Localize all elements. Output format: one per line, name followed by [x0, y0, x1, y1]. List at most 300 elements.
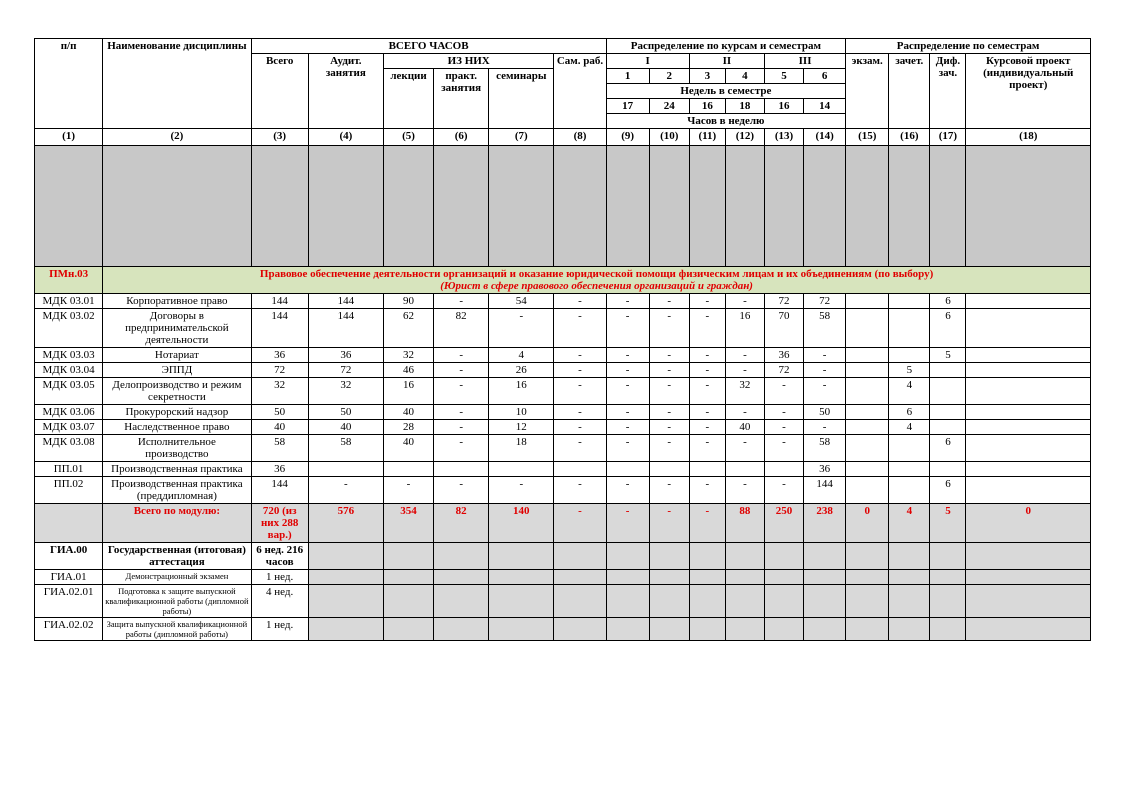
gia-empty-cell: [649, 618, 689, 641]
row-cell: 18: [489, 435, 554, 462]
column-number: (16): [889, 129, 930, 146]
row-name: Исполнительное производство: [103, 435, 251, 462]
blank-gray-row: [35, 146, 1091, 267]
row-cell: 58: [251, 435, 308, 462]
row-cell: 16: [725, 309, 764, 348]
table-row: [35, 477, 1091, 504]
row-cell: 58: [804, 435, 846, 462]
gia-code: ГИА.02.02: [35, 618, 103, 641]
total-cell: 0: [846, 504, 889, 543]
gia-empty-cell: [649, 585, 689, 618]
blank-cell: [930, 146, 966, 267]
row-cell: 144: [308, 309, 383, 348]
row-cell: 90: [383, 294, 433, 309]
row-cell: -: [804, 378, 846, 405]
weeks-1: 17: [606, 99, 649, 114]
row-cell: [966, 348, 1091, 363]
row-cell: -: [434, 363, 489, 378]
row-cell: -: [725, 435, 764, 462]
row-cell: -: [649, 405, 689, 420]
row-cell: [966, 363, 1091, 378]
header-iz-nih: ИЗ НИХ: [383, 54, 553, 69]
row-code: МДК 03.02: [35, 309, 103, 348]
row-cell: [489, 462, 554, 477]
table-row: [35, 462, 1091, 477]
row-cell: -: [689, 348, 725, 363]
gia-code: ГИА.01: [35, 570, 103, 585]
gia-empty-cell: [308, 585, 383, 618]
gia-empty-cell: [846, 570, 889, 585]
row-cell: [846, 420, 889, 435]
gia-empty-cell: [804, 618, 846, 641]
semester-6: 6: [804, 69, 846, 84]
total-cell: -: [649, 504, 689, 543]
row-cell: [889, 348, 930, 363]
module-row: [35, 267, 1091, 294]
row-cell: -: [554, 477, 606, 504]
gia-empty-cell: [889, 618, 930, 641]
row-cell: [689, 462, 725, 477]
gia-empty-cell: [383, 570, 433, 585]
row-cell: -: [606, 477, 649, 504]
row-cell: 36: [251, 348, 308, 363]
total-cell: -: [689, 504, 725, 543]
row-cell: [764, 462, 803, 477]
module-code: ПМн.03: [35, 267, 103, 294]
gia-code: ГИА.02.01: [35, 585, 103, 618]
gia-value: 4 нед.: [251, 585, 308, 618]
row-cell: [846, 405, 889, 420]
gia-empty-cell: [434, 585, 489, 618]
row-cell: 28: [383, 420, 433, 435]
row-cell: 40: [251, 420, 308, 435]
gia-name: Защита выпускной квалификационной работы (дипломной работы): [103, 618, 251, 641]
row-name: Договоры в предпринимательской деятельности: [103, 309, 251, 348]
total-cell: 354: [383, 504, 433, 543]
row-cell: 144: [251, 309, 308, 348]
row-cell: [966, 462, 1091, 477]
gia-empty-cell: [689, 543, 725, 570]
gia-empty-cell: [383, 543, 433, 570]
gia-empty-cell: [689, 618, 725, 641]
header-audit: Аудит. занятия: [308, 54, 383, 129]
gia-row: [35, 543, 1091, 570]
row-cell: [889, 294, 930, 309]
row-cell: -: [649, 435, 689, 462]
row-cell: 5: [889, 363, 930, 378]
row-cell: 144: [804, 477, 846, 504]
row-cell: [930, 378, 966, 405]
row-cell: [308, 462, 383, 477]
blank-cell: [434, 146, 489, 267]
row-cell: [966, 309, 1091, 348]
row-cell: -: [764, 420, 803, 435]
gia-empty-cell: [308, 570, 383, 585]
row-cell: [846, 462, 889, 477]
row-cell: -: [606, 378, 649, 405]
row-cell: -: [649, 420, 689, 435]
row-cell: -: [689, 294, 725, 309]
table-row: [35, 363, 1091, 378]
gia-value: 1 нед.: [251, 618, 308, 641]
gia-row: [35, 570, 1091, 585]
header-zachet: зачет.: [889, 54, 930, 129]
row-cell: 6: [930, 477, 966, 504]
gia-empty-cell: [764, 585, 803, 618]
gia-empty-cell: [804, 585, 846, 618]
table-row: [35, 309, 1091, 348]
row-cell: -: [383, 477, 433, 504]
blank-cell: [383, 146, 433, 267]
column-number: (17): [930, 129, 966, 146]
row-name: Прокурорский надзор: [103, 405, 251, 420]
total-row: [35, 504, 1091, 543]
row-cell: [930, 405, 966, 420]
gia-empty-cell: [846, 585, 889, 618]
gia-empty-cell: [930, 570, 966, 585]
row-cell: 6: [930, 435, 966, 462]
semester-5: 5: [764, 69, 803, 84]
row-cell: [649, 462, 689, 477]
row-cell: -: [649, 294, 689, 309]
row-cell: 4: [889, 420, 930, 435]
row-cell: 82: [434, 309, 489, 348]
column-number: (15): [846, 129, 889, 146]
row-cell: 72: [804, 294, 846, 309]
total-cell: 720 (из них 288 вар.): [251, 504, 308, 543]
gia-empty-cell: [308, 543, 383, 570]
row-cell: 26: [489, 363, 554, 378]
row-cell: 16: [383, 378, 433, 405]
module-title-cell: [103, 267, 1091, 294]
weeks-5: 16: [764, 99, 803, 114]
header-row-1: [35, 39, 1091, 54]
gia-empty-cell: [689, 585, 725, 618]
row-cell: -: [649, 363, 689, 378]
row-cell: [930, 363, 966, 378]
blank-cell: [606, 146, 649, 267]
gia-empty-cell: [889, 570, 930, 585]
row-cell: -: [554, 378, 606, 405]
row-name: Корпоративное право: [103, 294, 251, 309]
header-course-3: III: [764, 54, 845, 69]
total-cell: 250: [764, 504, 803, 543]
blank-cell: [554, 146, 606, 267]
row-cell: 58: [804, 309, 846, 348]
row-cell: -: [649, 378, 689, 405]
gia-name: Государственная (итоговая) аттестация: [103, 543, 251, 570]
row-cell: -: [689, 363, 725, 378]
row-cell: 4: [489, 348, 554, 363]
table-row: [35, 348, 1091, 363]
row-cell: 70: [764, 309, 803, 348]
row-cell: 50: [804, 405, 846, 420]
column-number: (9): [606, 129, 649, 146]
row-code: МДК 03.04: [35, 363, 103, 378]
gia-empty-cell: [489, 618, 554, 641]
blank-cell: [649, 146, 689, 267]
row-cell: [930, 462, 966, 477]
weeks-4: 18: [725, 99, 764, 114]
gia-empty-cell: [434, 543, 489, 570]
column-number: (6): [434, 129, 489, 146]
gia-empty-cell: [930, 543, 966, 570]
gia-empty-cell: [554, 585, 606, 618]
gia-row: [35, 585, 1091, 618]
gia-empty-cell: [554, 618, 606, 641]
row-cell: 36: [764, 348, 803, 363]
gia-empty-cell: [764, 618, 803, 641]
row-cell: 36: [308, 348, 383, 363]
gia-empty-cell: [966, 618, 1091, 641]
gia-empty-cell: [649, 543, 689, 570]
total-cell: -: [606, 504, 649, 543]
gia-empty-cell: [489, 543, 554, 570]
row-name: Наследственное право: [103, 420, 251, 435]
row-cell: 50: [308, 405, 383, 420]
row-cell: -: [764, 378, 803, 405]
row-cell: 6: [930, 309, 966, 348]
row-cell: [889, 435, 930, 462]
gia-empty-cell: [383, 585, 433, 618]
row-cell: [606, 462, 649, 477]
row-cell: -: [606, 348, 649, 363]
row-cell: -: [725, 405, 764, 420]
gia-value: 6 нед. 216 часов: [251, 543, 308, 570]
row-cell: 72: [308, 363, 383, 378]
row-cell: 12: [489, 420, 554, 435]
row-cell: 32: [251, 378, 308, 405]
header-distribution-semesters: Распределение по семестрам: [846, 39, 1091, 54]
gia-empty-cell: [930, 585, 966, 618]
blank-cell: [103, 146, 251, 267]
blank-cell: [846, 146, 889, 267]
gia-empty-cell: [966, 570, 1091, 585]
row-cell: [725, 462, 764, 477]
gia-empty-cell: [383, 618, 433, 641]
gia-empty-cell: [804, 570, 846, 585]
row-cell: -: [434, 435, 489, 462]
row-cell: [966, 435, 1091, 462]
column-number: (1): [35, 129, 103, 146]
table-row: [35, 420, 1091, 435]
row-cell: [846, 363, 889, 378]
row-cell: [846, 309, 889, 348]
row-cell: -: [489, 477, 554, 504]
gia-empty-cell: [649, 570, 689, 585]
row-cell: [966, 378, 1091, 405]
header-lectures: лекции: [383, 69, 433, 129]
weeks-3: 16: [689, 99, 725, 114]
row-code: ПП.01: [35, 462, 103, 477]
row-cell: -: [764, 477, 803, 504]
gia-empty-cell: [930, 618, 966, 641]
gia-empty-cell: [554, 543, 606, 570]
curriculum-table: [34, 38, 1091, 641]
gia-empty-cell: [725, 570, 764, 585]
gia-empty-cell: [846, 618, 889, 641]
gia-empty-cell: [689, 570, 725, 585]
column-number: (8): [554, 129, 606, 146]
row-cell: -: [689, 309, 725, 348]
column-number: (4): [308, 129, 383, 146]
row-cell: -: [554, 309, 606, 348]
gia-name: Подготовка к защите выпускной квалификационной работы (дипломной работы): [103, 585, 251, 618]
column-number: (3): [251, 129, 308, 146]
row-cell: 4: [889, 378, 930, 405]
table-row: [35, 294, 1091, 309]
gia-name: Демонстрационный экзамен: [103, 570, 251, 585]
total-cell: 88: [725, 504, 764, 543]
weeks-2: 24: [649, 99, 689, 114]
row-cell: -: [606, 405, 649, 420]
row-cell: -: [606, 309, 649, 348]
row-cell: -: [725, 348, 764, 363]
row-cell: 40: [308, 420, 383, 435]
semester-2: 2: [649, 69, 689, 84]
row-cell: 58: [308, 435, 383, 462]
row-cell: 40: [383, 405, 433, 420]
total-cell: 238: [804, 504, 846, 543]
total-cell: -: [554, 504, 606, 543]
row-cell: -: [554, 294, 606, 309]
header-pp: п/п: [35, 39, 103, 129]
gia-empty-cell: [966, 543, 1091, 570]
column-number: (12): [725, 129, 764, 146]
row-cell: 72: [251, 363, 308, 378]
header-total-hours: ВСЕГО ЧАСОВ: [251, 39, 606, 54]
semester-1: 1: [606, 69, 649, 84]
total-cell: 140: [489, 504, 554, 543]
row-cell: 144: [251, 294, 308, 309]
row-cell: [846, 378, 889, 405]
row-cell: -: [554, 435, 606, 462]
column-number: (2): [103, 129, 251, 146]
row-code: МДК 03.08: [35, 435, 103, 462]
row-cell: 32: [308, 378, 383, 405]
total-label: Всего по модулю:: [103, 504, 251, 543]
gia-empty-cell: [889, 543, 930, 570]
column-number: (11): [689, 129, 725, 146]
gia-empty-cell: [804, 543, 846, 570]
gia-value: 1 нед.: [251, 570, 308, 585]
header-distribution-courses: Распределение по курсам и семестрам: [606, 39, 846, 54]
blank-cell: [251, 146, 308, 267]
row-cell: 72: [764, 294, 803, 309]
row-cell: -: [434, 420, 489, 435]
row-cell: -: [689, 420, 725, 435]
row-cell: -: [804, 348, 846, 363]
header-vsego: Всего: [251, 54, 308, 129]
row-code: МДК 03.06: [35, 405, 103, 420]
total-cell: 82: [434, 504, 489, 543]
gia-empty-cell: [846, 543, 889, 570]
gia-empty-cell: [764, 543, 803, 570]
gia-empty-cell: [606, 570, 649, 585]
row-cell: 36: [804, 462, 846, 477]
header-seminars: семинары: [489, 69, 554, 129]
row-cell: 32: [383, 348, 433, 363]
column-number: (13): [764, 129, 803, 146]
column-number: (14): [804, 129, 846, 146]
row-name: Производственная практика: [103, 462, 251, 477]
row-cell: 16: [489, 378, 554, 405]
gia-empty-cell: [725, 543, 764, 570]
header-practical: практ. занятия: [434, 69, 489, 129]
row-cell: [434, 462, 489, 477]
row-code: МДК 03.01: [35, 294, 103, 309]
row-cell: [846, 435, 889, 462]
row-cell: 5: [930, 348, 966, 363]
header-course-2: II: [689, 54, 764, 69]
row-cell: -: [606, 294, 649, 309]
row-cell: -: [764, 435, 803, 462]
row-cell: -: [689, 378, 725, 405]
row-cell: 54: [489, 294, 554, 309]
row-cell: [889, 309, 930, 348]
gia-empty-cell: [489, 570, 554, 585]
row-cell: -: [554, 420, 606, 435]
row-name: Нотариат: [103, 348, 251, 363]
gia-empty-cell: [606, 543, 649, 570]
row-cell: -: [434, 405, 489, 420]
column-number: (5): [383, 129, 433, 146]
row-cell: [846, 294, 889, 309]
header-weeks-label: Недель в семестре: [606, 84, 846, 99]
blank-cell: [725, 146, 764, 267]
blank-cell: [764, 146, 803, 267]
gia-empty-cell: [966, 585, 1091, 618]
row-cell: 46: [383, 363, 433, 378]
gia-empty-cell: [434, 570, 489, 585]
row-name: Производственная практика (преддипломная): [103, 477, 251, 504]
row-cell: -: [725, 294, 764, 309]
row-cell: -: [434, 294, 489, 309]
row-cell: -: [554, 405, 606, 420]
gia-code: ГИА.00: [35, 543, 103, 570]
row-cell: -: [434, 378, 489, 405]
row-cell: [966, 405, 1091, 420]
column-number: (18): [966, 129, 1091, 146]
gia-empty-cell: [606, 585, 649, 618]
gia-empty-cell: [725, 585, 764, 618]
row-cell: -: [434, 348, 489, 363]
header-dif-zach: Диф. зач.: [930, 54, 966, 129]
row-cell: 144: [308, 294, 383, 309]
total-cell: 4: [889, 504, 930, 543]
row-cell: [966, 294, 1091, 309]
total-code: [35, 504, 103, 543]
row-code: МДК 03.07: [35, 420, 103, 435]
column-number: (10): [649, 129, 689, 146]
row-cell: [966, 477, 1091, 504]
row-code: МДК 03.05: [35, 378, 103, 405]
row-cell: [889, 477, 930, 504]
row-name: Делопроизводство и режим секретности: [103, 378, 251, 405]
row-cell: [966, 420, 1091, 435]
row-cell: -: [606, 420, 649, 435]
gia-empty-cell: [764, 570, 803, 585]
semester-3: 3: [689, 69, 725, 84]
table-row: [35, 378, 1091, 405]
row-cell: 32: [725, 378, 764, 405]
row-cell: -: [804, 420, 846, 435]
row-name: ЭППД: [103, 363, 251, 378]
row-cell: 36: [251, 462, 308, 477]
row-cell: [930, 420, 966, 435]
module-title: Правовое обеспечение деятельности организаций и оказание юридической помощи физическим лицам и их объединениям (по выбору): [259, 268, 934, 280]
gia-empty-cell: [606, 618, 649, 641]
